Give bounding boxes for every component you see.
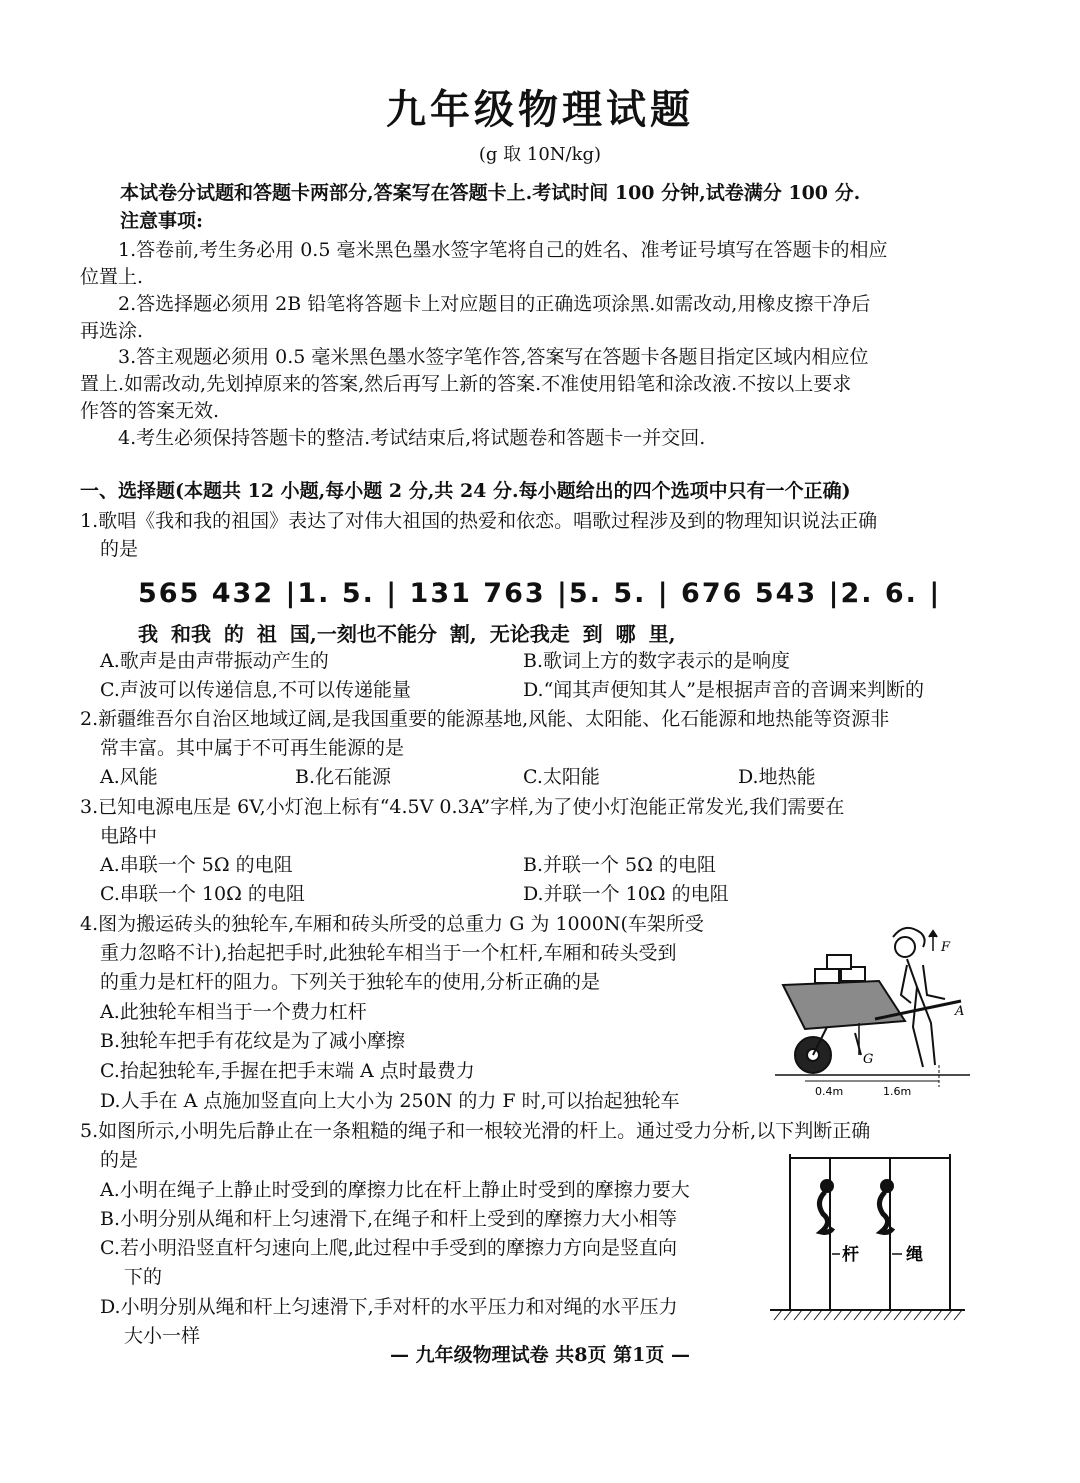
q4-stem-line1: 4.图为搬运砖头的独轮车,车厢和砖头所受的总重力 G 为 1000N(车架所受 bbox=[80, 913, 704, 935]
notice-3-line3: 作答的答案无效. bbox=[80, 400, 220, 422]
exam-intro: 本试卷分试题和答题卡两部分,答案写在答题卡上.考试时间 100 分钟,试卷满分 100 分. bbox=[120, 182, 861, 204]
q5-option-d-line1: D.小明分别从绳和杆上匀速滑下,手对杆的水平压力和对绳的水平压力 bbox=[100, 1296, 678, 1318]
label-pole: 杆 bbox=[842, 1245, 859, 1265]
q3-stem-line2: 电路中 bbox=[100, 825, 158, 847]
notice-2-line2: 再选涂. bbox=[80, 320, 144, 342]
q2-option-c: C.太阳能 bbox=[523, 766, 600, 788]
q1-option-b: B.歌词上方的数字表示的是响度 bbox=[523, 650, 791, 672]
q2-option-b: B.化石能源 bbox=[295, 766, 392, 788]
q1-stem-line2: 的是 bbox=[100, 538, 139, 560]
notice-3-line2: 置上.如需改动,先划掉原来的答案,然后再写上新的答案.不准使用铅笔和涂改液.不按以上要求 bbox=[80, 373, 852, 395]
song-lyrics: 我 和我 的 祖 国,一刻也不能分 割, 无论我走 到 哪 里, bbox=[138, 622, 676, 646]
q2-option-a: A.风能 bbox=[100, 766, 158, 788]
q5-option-c-line2: 下的 bbox=[124, 1266, 163, 1288]
q4-stem-line3: 的重力是杠杆的阻力。下列关于独轮车的使用,分析正确的是 bbox=[100, 971, 601, 993]
q5-option-b: B.小明分别从绳和杆上匀速滑下,在绳子和杆上受到的摩擦力大小相等 bbox=[100, 1208, 678, 1230]
q3-option-b: B.并联一个 5Ω 的电阻 bbox=[523, 854, 716, 876]
label-a: A bbox=[955, 1004, 965, 1019]
q4-option-b: B.独轮车把手有花纹是为了减小摩擦 bbox=[100, 1030, 406, 1052]
music-notation: 565 432 |1. 5. | 131 763 |5. 5. | 676 543 |2. 6. | bbox=[138, 578, 942, 609]
notice-1-line2: 位置上. bbox=[80, 266, 144, 288]
q5-option-c-line1: C.若小明沿竖直杆匀速向上爬,此过程中手受到的摩擦力方向是竖直向 bbox=[100, 1237, 677, 1259]
notice-heading: 注意事项: bbox=[120, 210, 204, 232]
q3-option-a: A.串联一个 5Ω 的电阻 bbox=[100, 854, 293, 876]
q5-stem-line2: 的是 bbox=[100, 1149, 139, 1171]
notice-1-line1: 1.答卷前,考生务必用 0.5 毫米黑色墨水签字笔将自己的姓名、准考证号填写在答题卡的相应 bbox=[118, 239, 888, 261]
q5-stem-line1: 5.如图所示,小明先后静止在一条粗糙的绳子和一根较光滑的杆上。通过受力分析,以下判断正确 bbox=[80, 1120, 871, 1142]
q1-option-d: D.“闻其声便知其人”是根据声音的音调来判断的 bbox=[523, 679, 925, 701]
q3-option-d: D.并联一个 10Ω 的电阻 bbox=[523, 883, 729, 905]
dimension-1: 0.4m bbox=[815, 1085, 844, 1098]
q4-stem-line2: 重力忽略不计),抬起把手时,此独轮车相当于一个杠杆,车厢和砖头受到 bbox=[100, 942, 677, 964]
q3-stem-line1: 3.已知电源电压是 6V,小灯泡上标有“4.5V 0.3A”字样,为了使小灯泡能正常发光,我们需要在 bbox=[80, 796, 845, 818]
q1-stem-line1: 1.歌唱《我和我的祖国》表达了对伟大祖国的热爱和依恋。唱歌过程涉及到的物理知识说法正确 bbox=[80, 510, 878, 532]
label-g: G bbox=[863, 1052, 874, 1067]
q3-option-c: C.串联一个 10Ω 的电阻 bbox=[100, 883, 305, 905]
q1-option-c: C.声波可以传递信息,不可以传递能量 bbox=[100, 679, 411, 701]
q5-option-d-line2: 大小一样 bbox=[124, 1325, 201, 1347]
pole-rope-figure bbox=[770, 1150, 965, 1325]
q5-option-a: A.小明在绳子上静止时受到的摩擦力比在杆上静止时受到的摩擦力要大 bbox=[100, 1179, 690, 1201]
page-subtitle: (g 取 10N/kg) bbox=[478, 144, 602, 165]
notice-4: 4.考生必须保持答题卡的整洁.考试结束后,将试题卷和答题卡一并交回. bbox=[118, 427, 706, 449]
q4-option-c: C.抬起独轮车,手握在把手末端 A 点时最费力 bbox=[100, 1060, 475, 1082]
q2-option-d: D.地热能 bbox=[738, 766, 816, 788]
wheelbarrow-figure bbox=[775, 915, 970, 1100]
notice-2-line1: 2.答选择题必须用 2B 铅笔将答题卡上对应题目的正确选项涂黑.如需改动,用橡皮擦干净后 bbox=[118, 293, 871, 315]
dimension-2: 1.6m bbox=[883, 1085, 912, 1098]
page-footer: — 九年级物理试卷 共8页 第1页 — bbox=[390, 1344, 690, 1366]
label-rope: 绳 bbox=[906, 1245, 923, 1265]
q1-option-a: A.歌声是由声带振动产生的 bbox=[100, 650, 329, 672]
q2-stem-line1: 2.新疆维吾尔自治区地域辽阔,是我国重要的能源基地,风能、太阳能、化石能源和地热能等资源非 bbox=[80, 708, 890, 730]
q2-stem-line2: 常丰富。其中属于不可再生能源的是 bbox=[100, 737, 405, 759]
q4-option-a: A.此独轮车相当于一个费力杠杆 bbox=[100, 1001, 367, 1023]
page-title: 九年级物理试题 bbox=[386, 86, 694, 133]
section-heading: 一、选择题(本题共 12 小题,每小题 2 分,共 24 分.每小题给出的四个选项中只有一个正确) bbox=[80, 480, 851, 502]
label-f: F bbox=[941, 940, 951, 955]
q4-option-d: D.人手在 A 点施加竖直向上大小为 250N 的力 F 时,可以抬起独轮车 bbox=[100, 1090, 680, 1112]
notice-3-line1: 3.答主观题必须用 0.5 毫米黑色墨水签字笔作答,答案写在答题卡各题目指定区域内相应位 bbox=[118, 346, 869, 368]
